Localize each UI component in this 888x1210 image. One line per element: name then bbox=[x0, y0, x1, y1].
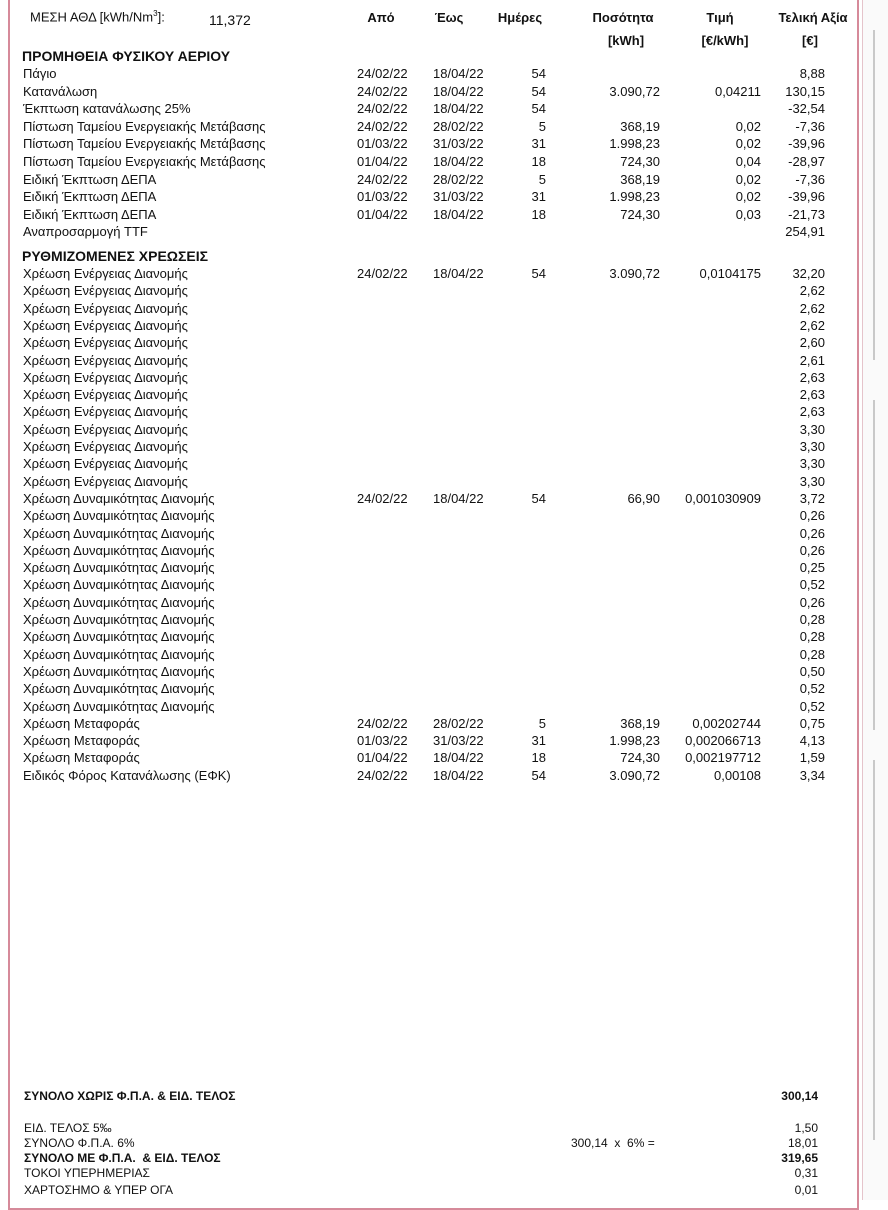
cell-to: 31/03/22 bbox=[433, 136, 484, 152]
cell-label: Χρέωση Δυναμικότητας Διανομής bbox=[23, 490, 215, 506]
cell-total: -7,36 bbox=[795, 171, 825, 187]
cell-price: 0,04211 bbox=[714, 83, 761, 99]
cell-total: 3,30 bbox=[799, 473, 825, 489]
cell-label: Χρέωση Δυναμικότητας Διανομής bbox=[23, 646, 215, 662]
table-row bbox=[0, 119, 860, 136]
cell-price: 0,00108 bbox=[714, 767, 761, 783]
cell-label: Κατανάλωση bbox=[23, 83, 98, 99]
table-row bbox=[0, 439, 860, 456]
cell-label: Χρέωση Ενέργειας Διανομής bbox=[23, 283, 188, 299]
table-row bbox=[0, 716, 860, 733]
cell-to: 18/04/22 bbox=[433, 83, 484, 99]
cell-price: 0,002066713 bbox=[685, 733, 761, 749]
table-row bbox=[0, 335, 860, 352]
table-row bbox=[0, 370, 860, 387]
cell-qty: 368,19 bbox=[620, 118, 660, 134]
cell-from: 24/02/22 bbox=[357, 171, 408, 187]
cell-label: Χρέωση Ενέργειας Διανομής bbox=[23, 352, 188, 368]
vat-label: ΣΥΝΟΛΟ Φ.Π.Α. 6% bbox=[24, 1136, 135, 1150]
table-row bbox=[0, 733, 860, 750]
cell-from: 01/03/22 bbox=[357, 189, 408, 205]
cell-label: Χρέωση Δυναμικότητας Διανομής bbox=[23, 525, 215, 541]
cell-to: 28/02/22 bbox=[433, 118, 484, 134]
cell-total: 2,62 bbox=[799, 300, 825, 316]
cell-days: 54 bbox=[531, 83, 546, 99]
cell-total: 0,52 bbox=[799, 577, 825, 593]
cell-label: Ειδικός Φόρος Κατανάλωσης (ΕΦΚ) bbox=[23, 767, 231, 783]
table-row bbox=[0, 543, 860, 560]
cell-label: Χρέωση Ενέργειας Διανομής bbox=[23, 456, 188, 472]
adjacent-page-strip bbox=[862, 0, 888, 1200]
table-row bbox=[0, 404, 860, 421]
vat-value: 18,01 bbox=[787, 1136, 818, 1150]
cell-total: 2,63 bbox=[799, 387, 825, 403]
cell-label: Χρέωση Ενέργειας Διανομής bbox=[23, 300, 188, 316]
cell-label: Χρέωση Μεταφοράς bbox=[23, 750, 140, 766]
cell-to: 28/02/22 bbox=[433, 171, 484, 187]
header-qty: Ποσότητα bbox=[592, 10, 654, 25]
cell-qty: 3.090,72 bbox=[609, 266, 660, 281]
cell-total: 8,88 bbox=[799, 66, 825, 81]
cell-total: -39,96 bbox=[788, 136, 825, 152]
interest-label: ΤΟΚΟΙ ΥΠΕΡΗΜΕΡΙΑΣ bbox=[24, 1166, 150, 1180]
header-from: Από bbox=[367, 10, 395, 25]
cell-total: 3,30 bbox=[799, 421, 825, 437]
cell-total: 3,72 bbox=[799, 490, 825, 506]
cell-total: 2,60 bbox=[799, 335, 825, 351]
table-row bbox=[0, 768, 860, 785]
cell-price: 0,02 bbox=[735, 136, 761, 152]
cell-price: 0,001030909 bbox=[685, 490, 761, 506]
cell-to: 31/03/22 bbox=[433, 733, 484, 749]
cell-label: Χρέωση Ενέργειας Διανομής bbox=[23, 335, 188, 351]
meter-label: ΜΕΣΗ ΑΘΔ [kWh/Nm$^3$]: bbox=[30, 9, 165, 25]
cell-from: 24/02/22 bbox=[357, 266, 408, 281]
cell-to: 31/03/22 bbox=[433, 189, 484, 205]
cell-price: 0,02 bbox=[735, 118, 761, 134]
cell-days: 5 bbox=[538, 171, 546, 187]
cell-from: 24/02/22 bbox=[357, 715, 408, 731]
cell-total: 32,20 bbox=[792, 266, 825, 281]
stamp-label: ΧΑΡΤΟΣΗΜΟ & ΥΠΕΡ ΟΓΑ bbox=[24, 1183, 173, 1197]
table-row bbox=[0, 136, 860, 153]
cell-total: 0,26 bbox=[799, 508, 825, 524]
cell-label: Αναπροσαρμογή TTF bbox=[23, 224, 148, 240]
table-row bbox=[0, 283, 860, 300]
cell-total: 0,28 bbox=[799, 646, 825, 662]
cell-qty: 3.090,72 bbox=[609, 83, 660, 99]
cell-total: 0,26 bbox=[799, 525, 825, 541]
cell-label: Πίστωση Ταμείου Ενεργειακής Μετάβασης bbox=[23, 154, 266, 169]
cell-from: 24/02/22 bbox=[357, 101, 408, 117]
table-row bbox=[0, 750, 860, 767]
cell-from: 24/02/22 bbox=[357, 83, 408, 99]
cell-label: Πάγιο bbox=[23, 66, 57, 81]
table-row bbox=[0, 664, 860, 681]
cell-total: 0,52 bbox=[799, 681, 825, 697]
cell-total: 0,26 bbox=[799, 542, 825, 558]
table-row bbox=[0, 387, 860, 404]
table-row bbox=[0, 189, 860, 206]
table-row bbox=[0, 491, 860, 508]
table-row bbox=[0, 560, 860, 577]
cell-label: Χρέωση Μεταφοράς bbox=[23, 733, 140, 749]
cell-to: 18/04/22 bbox=[433, 101, 484, 117]
table-row bbox=[0, 474, 860, 491]
cell-days: 18 bbox=[531, 206, 546, 222]
grand-total-value: 319,65 bbox=[781, 1151, 818, 1165]
vat-formula: 300,14 x 6% = bbox=[571, 1136, 655, 1150]
header-total: Τελική Αξία bbox=[778, 10, 848, 25]
cell-to: 18/04/22 bbox=[433, 66, 484, 81]
cell-label: Ειδική Έκπτωση ΔΕΠΑ bbox=[23, 171, 157, 187]
cell-label: Χρέωση Δυναμικότητας Διανομής bbox=[23, 577, 215, 593]
cell-label: Χρέωση Δυναμικότητας Διανομής bbox=[23, 594, 215, 610]
cell-from: 01/03/22 bbox=[357, 136, 408, 152]
cell-label: Χρέωση Ενέργειας Διανομής bbox=[23, 404, 188, 420]
cell-total: 130,15 bbox=[785, 83, 825, 99]
table-row bbox=[0, 301, 860, 318]
header-price-unit: [€/kWh] bbox=[701, 33, 749, 48]
cell-label: Χρέωση Δυναμικότητας Διανομής bbox=[23, 663, 215, 679]
header-qty-unit: [kWh] bbox=[607, 33, 645, 48]
cell-to: 28/02/22 bbox=[433, 715, 484, 731]
cell-qty: 368,19 bbox=[620, 715, 660, 731]
table-row bbox=[0, 612, 860, 629]
cell-label: Πίστωση Ταμείου Ενεργειακής Μετάβασης bbox=[23, 136, 266, 152]
table-row bbox=[0, 647, 860, 664]
table-row bbox=[0, 224, 860, 241]
cell-qty: 1.998,23 bbox=[609, 733, 660, 749]
cell-qty: 724,30 bbox=[620, 154, 660, 169]
cell-label: Χρέωση Δυναμικότητας Διανομής bbox=[23, 542, 215, 558]
table-row bbox=[0, 577, 860, 594]
section-regulated: ΡΥΘΜΙΖΟΜΕΝΕΣ ΧΡΕΩΣΕΙΣ bbox=[22, 248, 209, 264]
cell-from: 24/02/22 bbox=[357, 118, 408, 134]
cell-qty: 66,90 bbox=[627, 490, 660, 506]
table-row bbox=[0, 207, 860, 224]
table-row bbox=[0, 681, 860, 698]
meter-value: 11,372 bbox=[209, 12, 251, 28]
cell-price: 0,002197712 bbox=[685, 750, 761, 766]
cell-days: 54 bbox=[531, 66, 546, 81]
cell-price: 0,02 bbox=[735, 189, 761, 205]
header-to: Έως bbox=[434, 10, 464, 25]
cell-days: 18 bbox=[531, 750, 546, 766]
cell-days: 54 bbox=[531, 101, 546, 117]
cell-label: Χρέωση Δυναμικότητας Διανομής bbox=[23, 560, 215, 576]
cell-label: Χρέωση Ενέργειας Διανομής bbox=[23, 439, 188, 454]
subtotal-value: 300,14 bbox=[781, 1089, 818, 1103]
cell-total: 0,75 bbox=[799, 715, 825, 731]
cell-label: Ειδική Έκπτωση ΔΕΠΑ bbox=[23, 206, 157, 222]
special-fee-value: 1,50 bbox=[794, 1121, 818, 1135]
cell-total: 2,62 bbox=[799, 283, 825, 299]
cell-total: -21,73 bbox=[788, 206, 825, 222]
cell-label: Χρέωση Ενέργειας Διανομής bbox=[23, 317, 188, 333]
cell-total: 2,62 bbox=[799, 317, 825, 333]
cell-label: Πίστωση Ταμείου Ενεργειακής Μετάβασης bbox=[23, 118, 266, 134]
table-row bbox=[0, 66, 860, 83]
cell-days: 5 bbox=[538, 715, 546, 731]
cell-from: 01/03/22 bbox=[357, 733, 408, 749]
cell-days: 54 bbox=[531, 266, 546, 281]
cell-label: Χρέωση Ενέργειας Διανομής bbox=[23, 387, 188, 403]
cell-total: -28,97 bbox=[788, 154, 825, 169]
cell-total: -39,96 bbox=[788, 189, 825, 205]
cell-price: 0,02 bbox=[735, 171, 761, 187]
cell-to: 18/04/22 bbox=[433, 750, 484, 766]
cell-days: 31 bbox=[531, 136, 546, 152]
table-row bbox=[0, 508, 860, 525]
cell-total: 0,26 bbox=[799, 594, 825, 610]
cell-total: -32,54 bbox=[788, 101, 825, 117]
cell-to: 18/04/22 bbox=[433, 206, 484, 222]
cell-total: 0,52 bbox=[799, 698, 825, 714]
cell-from: 24/02/22 bbox=[357, 66, 408, 81]
cell-total: 2,61 bbox=[799, 352, 825, 368]
cell-from: 01/04/22 bbox=[357, 750, 408, 766]
cell-total: 1,59 bbox=[799, 750, 825, 766]
table-row bbox=[0, 172, 860, 189]
table-row bbox=[0, 84, 860, 101]
cell-from: 01/04/22 bbox=[357, 154, 408, 169]
cell-qty: 724,30 bbox=[620, 206, 660, 222]
cell-days: 31 bbox=[531, 189, 546, 205]
cell-qty: 724,30 bbox=[620, 750, 660, 766]
cell-qty: 3.090,72 bbox=[609, 767, 660, 783]
cell-to: 18/04/22 bbox=[433, 266, 484, 281]
cell-price: 0,03 bbox=[735, 206, 761, 222]
special-fee-label: ΕΙΔ. ΤΕΛΟΣ 5‰ bbox=[24, 1121, 112, 1135]
table-row bbox=[0, 422, 860, 439]
cell-days: 18 bbox=[531, 154, 546, 169]
table-row bbox=[0, 353, 860, 370]
cell-label: Χρέωση Δυναμικότητας Διανομής bbox=[23, 508, 215, 524]
table-row bbox=[0, 318, 860, 335]
cell-label: Χρέωση Μεταφοράς bbox=[23, 715, 140, 731]
cell-label: Ειδική Έκπτωση ΔΕΠΑ bbox=[23, 189, 157, 205]
cell-label: Χρέωση Ενέργειας Διανομής bbox=[23, 421, 188, 437]
cell-total: 0,25 bbox=[799, 560, 825, 576]
header-price: Τιμή bbox=[706, 10, 734, 25]
cell-qty: 1.998,23 bbox=[609, 189, 660, 205]
table-row bbox=[0, 456, 860, 473]
cell-days: 54 bbox=[531, 767, 546, 783]
cell-total: 3,34 bbox=[799, 767, 825, 783]
table-row bbox=[0, 629, 860, 646]
cell-label: Χρέωση Ενέργειας Διανομής bbox=[23, 266, 188, 281]
cell-price: 0,0104175 bbox=[699, 266, 761, 281]
cell-label: Χρέωση Δυναμικότητας Διανομής bbox=[23, 629, 215, 645]
cell-total: 0,50 bbox=[799, 663, 825, 679]
cell-total: 0,28 bbox=[799, 612, 825, 627]
table-row bbox=[0, 154, 860, 171]
cell-from: 24/02/22 bbox=[357, 490, 408, 506]
table-row bbox=[0, 266, 860, 283]
cell-label: Χρέωση Δυναμικότητας Διανομής bbox=[23, 612, 215, 627]
cell-price: 0,00202744 bbox=[692, 715, 761, 731]
header-days: Ημέρες bbox=[497, 10, 543, 25]
cell-total: 3,30 bbox=[799, 456, 825, 472]
subtotal-label: ΣΥΝΟΛΟ ΧΩΡΙΣ Φ.Π.Α. & ΕΙΔ. ΤΕΛΟΣ bbox=[24, 1089, 236, 1103]
header-total-unit: [€] bbox=[802, 33, 818, 48]
cell-days: 5 bbox=[538, 118, 546, 134]
table-row bbox=[0, 699, 860, 716]
cell-total: 254,91 bbox=[785, 224, 825, 240]
cell-total: 4,13 bbox=[799, 733, 825, 749]
table-row bbox=[0, 526, 860, 543]
cell-label: Χρέωση Ενέργειας Διανομής bbox=[23, 369, 188, 385]
stamp-value: 0,01 bbox=[794, 1183, 818, 1197]
cell-total: -7,36 bbox=[795, 118, 825, 134]
cell-to: 18/04/22 bbox=[433, 490, 484, 506]
cell-days: 31 bbox=[531, 733, 546, 749]
cell-qty: 1.998,23 bbox=[609, 136, 660, 152]
table-row bbox=[0, 595, 860, 612]
cell-to: 18/04/22 bbox=[433, 767, 484, 783]
cell-label: Έκπτωση κατανάλωσης 25% bbox=[23, 101, 191, 117]
cell-total: 2,63 bbox=[799, 369, 825, 385]
cell-qty: 368,19 bbox=[620, 171, 660, 187]
section-supply: ΠΡΟΜΗΘΕΙΑ ΦΥΣΙΚΟΥ ΑΕΡΙΟΥ bbox=[22, 48, 231, 64]
cell-from: 24/02/22 bbox=[357, 767, 408, 783]
cell-from: 01/04/22 bbox=[357, 206, 408, 222]
cell-total: 0,28 bbox=[799, 629, 825, 645]
cell-label: Χρέωση Δυναμικότητας Διανομής bbox=[23, 698, 215, 714]
grand-total-label: ΣΥΝΟΛΟ ΜΕ Φ.Π.Α. & ΕΙΔ. ΤΕΛΟΣ bbox=[24, 1151, 221, 1165]
cell-total: 3,30 bbox=[799, 439, 825, 454]
cell-to: 18/04/22 bbox=[433, 154, 484, 169]
cell-days: 54 bbox=[531, 490, 546, 506]
cell-total: 2,63 bbox=[799, 404, 825, 420]
table-row bbox=[0, 101, 860, 118]
cell-label: Χρέωση Δυναμικότητας Διανομής bbox=[23, 681, 215, 697]
cell-price: 0,04 bbox=[735, 154, 761, 169]
interest-value: 0,31 bbox=[794, 1166, 818, 1180]
cell-label: Χρέωση Ενέργειας Διανομής bbox=[23, 473, 188, 489]
